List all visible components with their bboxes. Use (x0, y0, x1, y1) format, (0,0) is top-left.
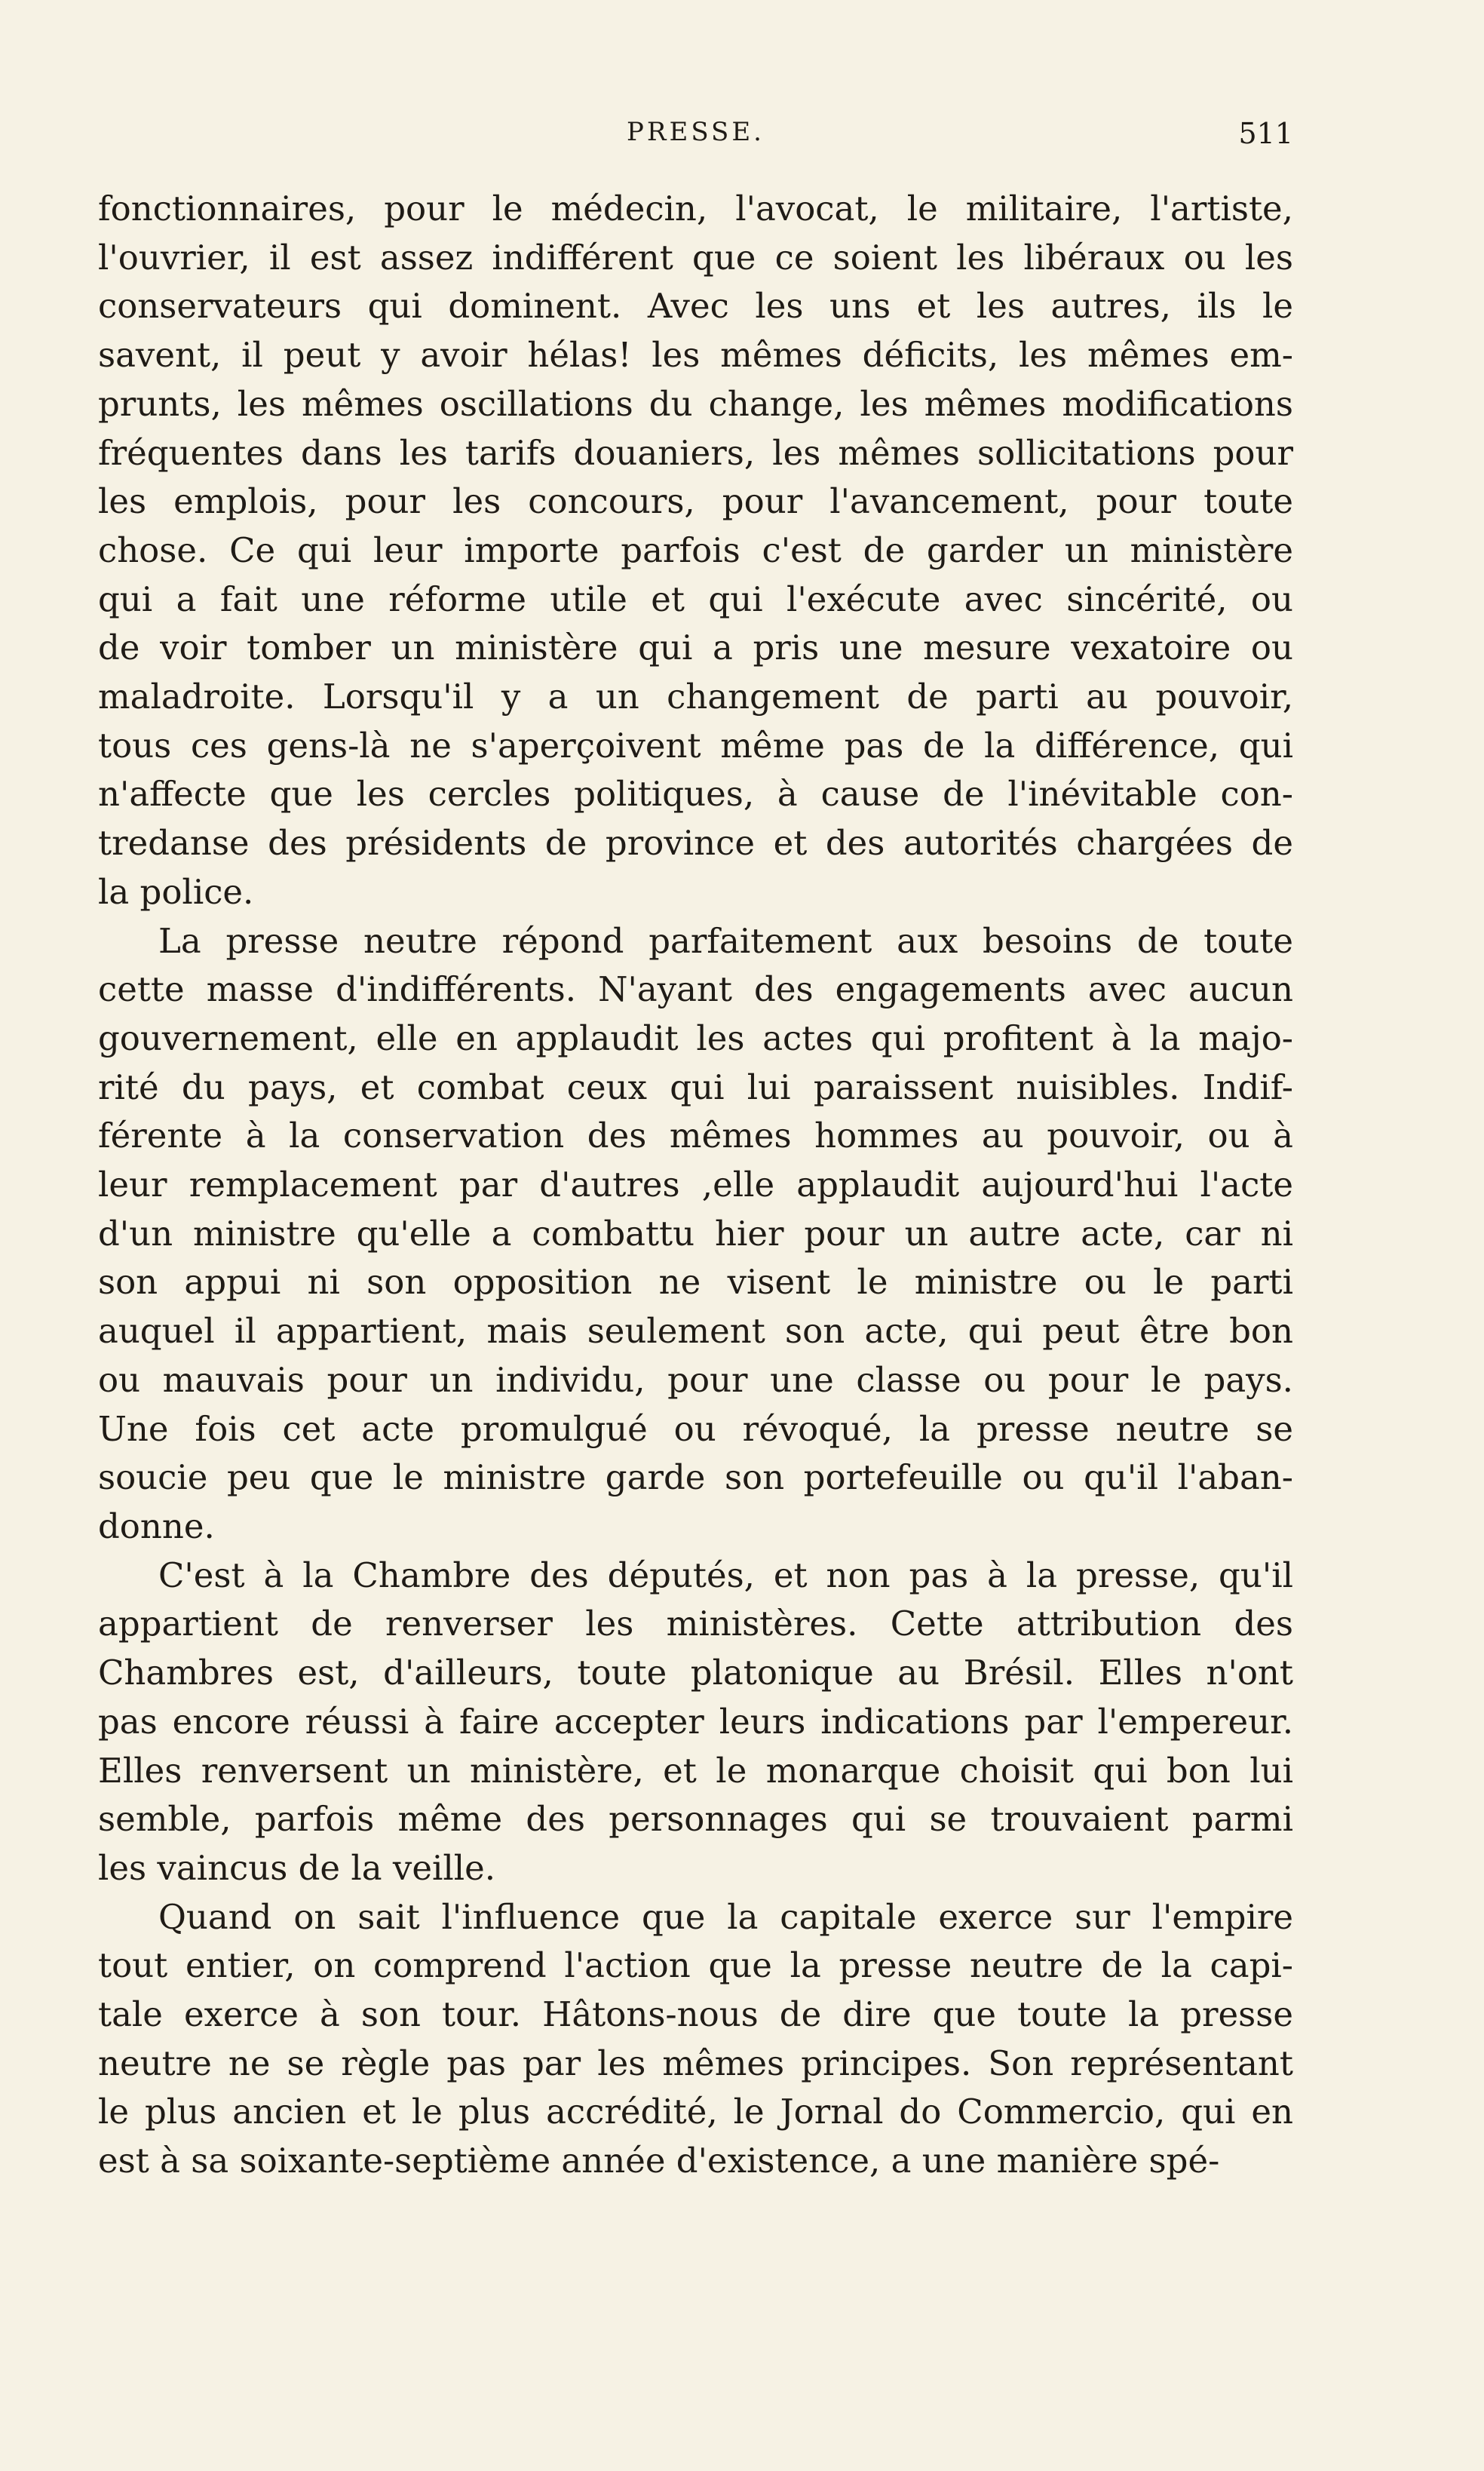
text-line: neutre ne se règle pas par les mêmes principes. Son représentant (98, 2043, 1293, 2083)
text-line: la police. (98, 871, 254, 912)
text-line: d'un ministre qu'elle a combattu hier pour un autre acte, car ni (98, 1213, 1293, 1254)
text-line: Une fois cet acte promulgué ou révoqué, la presse neutre se (98, 1408, 1293, 1449)
text-line: conservateurs qui dominent. Avec les uns et les autres, ils le (98, 286, 1293, 327)
text-line: de voir tomber un ministère qui a pris une mesure vexatoire ou (98, 628, 1293, 668)
text-line: fonctionnaires, pour le médecin, l'avocat, le militaire, l'artiste, (98, 189, 1293, 229)
text-line: est à sa soixante-septième année d'existence, a une manière spé- (98, 2141, 1220, 2181)
text-line: férente à la conservation des mêmes hommes au pouvoir, ou à (98, 1116, 1293, 1156)
text-line: prunts, les mêmes oscillations du change, les mêmes modifications (98, 383, 1293, 424)
text-line: tale exerce à son tour. Hâtons-nous de dire que toute la presse (98, 1994, 1293, 2035)
text-line: La presse neutre répond parfaitement aux besoins de toute (158, 920, 1293, 961)
page-number: 511 (1238, 117, 1293, 150)
text-line: tredanse des présidents de province et des autorités chargées de (98, 823, 1293, 864)
text-line: l'ouvrier, il est assez indifférent que ce soient les libéraux ou les (98, 237, 1293, 278)
text-line: tous ces gens-là ne s'aperçoivent même pas de la différence, qui (98, 725, 1293, 766)
page-body (98, 185, 1293, 2186)
text-line: pas encore réussi à faire accepter leurs indications par l'empereur. (98, 1701, 1293, 1742)
text-line: son appui ni son opposition ne visent le ministre ou le parti (98, 1262, 1293, 1303)
text-line: rité du pays, et combat ceux qui lui paraissent nuisibles. Indif- (98, 1067, 1293, 1107)
text-line: fréquentes dans les tarifs douaniers, les mêmes sollicitations pour (98, 432, 1293, 473)
paragraph-2 (98, 917, 1293, 1552)
text-line: Elles renversent un ministère, et le monarque choisit qui bon lui (98, 1750, 1293, 1791)
text-line: n'affecte que les cercles politiques, à cause de l'inévitable con- (98, 774, 1293, 815)
text-line: leur remplacement par d'autres ,elle applaudit aujourd'hui l'acte (98, 1165, 1293, 1205)
text-line: chose. Ce qui leur importe parfois c'est de garder un ministère (98, 530, 1293, 570)
text-line: cette masse d'indifférents. N'ayant des engagements avec aucun (98, 969, 1293, 1010)
text-line: savent, il peut y avoir hélas! les mêmes déficits, les mêmes em- (98, 335, 1293, 376)
text-line: gouvernement, elle en applaudit les actes qui profitent à la majo- (98, 1018, 1293, 1058)
running-title: PRESSE. (627, 117, 765, 147)
text-line: Quand on sait l'influence que la capitale exerce sur l'empire (158, 1896, 1293, 1937)
text-line: auquel il appartient, mais seulement son acte, qui peut être bon (98, 1311, 1293, 1352)
text-line: qui a fait une réforme utile et qui l'exécute avec sincérité, ou (98, 579, 1293, 619)
text-line: appartient de renverser les ministères. Cette attribution des (98, 1604, 1293, 1644)
text-line: le plus ancien et le plus accrédité, le Jornal do Commercio, qui en (98, 2092, 1293, 2132)
text-line: maladroite. Lorsqu'il y a un changement de parti au pouvoir, (98, 677, 1293, 717)
paragraph-4 (98, 1893, 1293, 2186)
text-line: soucie peu que le ministre garde son portefeuille ou qu'il l'aban- (98, 1457, 1293, 1498)
text-line: les vaincus de la veille. (98, 1847, 496, 1888)
text-line: les emplois, pour les concours, pour l'avancement, pour toute (98, 481, 1293, 522)
text-line: C'est à la Chambre des députés, et non pas à la presse, qu'il (158, 1555, 1293, 1595)
page-header (98, 117, 1293, 162)
text-line: tout entier, on comprend l'action que la presse neutre de la capi- (98, 1945, 1293, 1986)
text-line: ou mauvais pour un individu, pour une classe ou pour le pays. (98, 1359, 1293, 1400)
text-line: donne. (98, 1506, 215, 1546)
text-line: Chambres est, d'ailleurs, toute platonique au Brésil. Elles n'ont (98, 1653, 1293, 1693)
text-line: semble, parfois même des personnages qui se trouvaient parmi (98, 1799, 1293, 1840)
paragraph-1 (98, 185, 1293, 917)
paragraph-3 (98, 1552, 1293, 1893)
